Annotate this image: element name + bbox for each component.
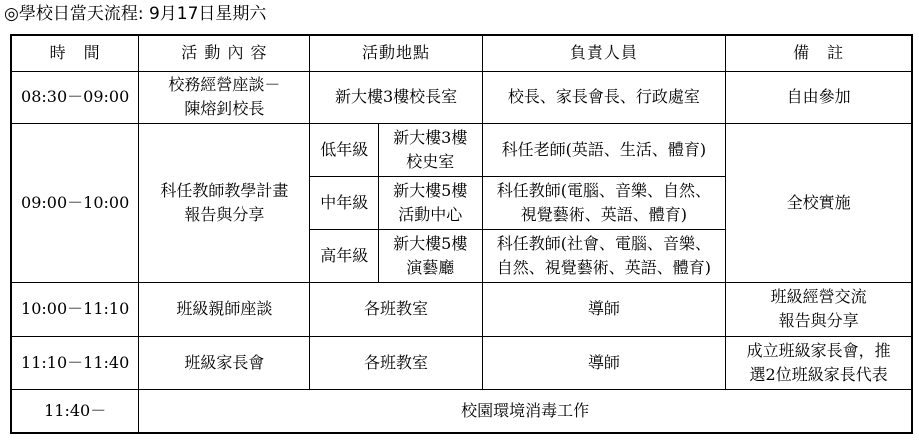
- location-cell: 新大樓3樓校長室: [310, 71, 482, 123]
- table-row: [11, 123, 912, 176]
- person-cell: 校長、家長會長、行政處室: [482, 71, 726, 123]
- header-time: 時 間: [11, 35, 139, 71]
- person-cell: 科任教師(社會、電腦、音樂、 自然、視覺藝術、英語、體育): [482, 229, 726, 282]
- time-cell: 09:00－10:00: [11, 123, 139, 282]
- note-cell: 自由參加: [726, 71, 912, 123]
- table-row: [11, 282, 912, 336]
- note-cell: 成立班級家長會，推 選2位班級家長代表: [726, 336, 912, 389]
- header-location: 活動地點: [310, 35, 482, 71]
- header-row: [11, 35, 912, 71]
- time-cell: 10:00－11:10: [11, 282, 139, 336]
- location-cell: 新大樓5樓 活動中心: [378, 176, 482, 229]
- person-cell: 導師: [482, 336, 726, 389]
- time-cell: 11:10－11:40: [11, 336, 139, 389]
- note-cell: 班級經營交流 報告與分享: [726, 282, 912, 336]
- grade-cell: 高年級: [310, 229, 378, 282]
- time-cell: 08:30－09:00: [11, 71, 139, 123]
- location-cell: 新大樓5樓 演藝廳: [378, 229, 482, 282]
- location-cell: 各班教室: [310, 336, 482, 389]
- person-cell: 科任教師(電腦、音樂、自然、 視覺藝術、英語、體育): [482, 176, 726, 229]
- table-row: [11, 336, 912, 389]
- content-cell: 校園環境消毒工作: [139, 389, 912, 433]
- header-content: 活 動 內 容: [139, 35, 310, 71]
- location-cell: 新大樓3樓 校史室: [378, 123, 482, 176]
- table-row: [11, 389, 912, 433]
- location-cell: 各班教室: [310, 282, 482, 336]
- table-row: [11, 71, 912, 123]
- grade-cell: 中年級: [310, 176, 378, 229]
- content-cell: 班級親師座談: [139, 282, 310, 336]
- content-cell: 班級家長會: [139, 336, 310, 389]
- note-cell: 全校實施: [726, 123, 912, 282]
- page-title: ◎學校日當天流程: 9月17日星期六: [4, 4, 267, 24]
- person-cell: 科任老師(英語、生活、體育): [482, 123, 726, 176]
- content-cell: 校務經營座談－ 陳熔釗校長: [139, 71, 310, 123]
- person-cell: 導師: [482, 282, 726, 336]
- header-note: 備 註: [726, 35, 912, 71]
- grade-cell: 低年級: [310, 123, 378, 176]
- time-cell: 11:40－: [11, 389, 139, 433]
- content-cell: 科任教師教學計畫 報告與分享: [139, 123, 310, 282]
- header-person: 負責人員: [482, 35, 726, 71]
- schedule-table: [10, 34, 913, 434]
